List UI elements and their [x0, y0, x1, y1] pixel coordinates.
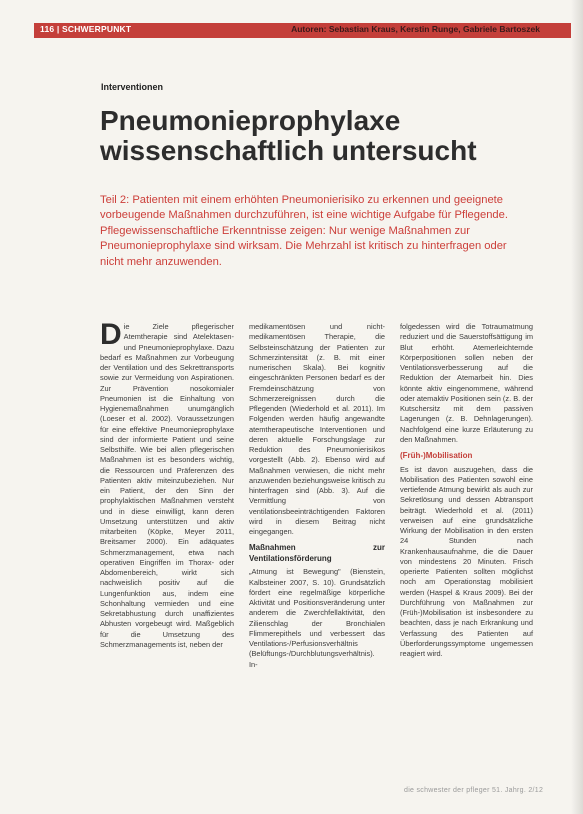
page-edge-shadow: [571, 0, 583, 814]
column-3-body-cont: Es ist davon auszugehen, dass die Mobilisation des Patienten sowohl eine vertiefende Atmung bewirkt als auch zur Sekretlösung und dessen Abtransport beiträgt. Wiederhold et al. (2011) verweisen auf eine grundsätzliche Wirkung der Mobilisation in den ersten 24 Stunden nach Krankenhausaufnahme, die die Dauer von mindestens 20 Minuten. Frisch operierte Patienten sollten möglichst noch am Operationstag mobilisiert werden (Haspel & Kraus 2009). Bei der Durchführung von Maßnahmen zur (Früh-)Mobilisation ist insbesondere zu beachten, dass je nach Erkrankung und Verfassung des Patienten auf Überforderungssymptome ungemessen reagiert wird.: [400, 464, 533, 658]
page-section-label: 116 | SCHWERPUNKT: [40, 24, 132, 34]
authors-line: Autoren: Sebastian Kraus, Kerstin Runge, Gabriele Bartoszek: [291, 24, 540, 34]
section-label: Interventionen: [101, 82, 164, 92]
subheading-mobilisation: (Früh-)Mobilisation: [400, 451, 473, 460]
text-column-3: [400, 322, 533, 659]
column-1-body: ie Ziele pflegerischer Atemtherapie sind Atelektasen- und Pneumonieprophylaxe. Dazu bedarf es Maßnahmen zur Vorbeugung der Ventilation und des Sekrettransports sowie zur Vermeidung von Aspirationen. Zur Prävention nosokomialer Pneumonien ist die Einhaltung von Hygienemaßnahmen unumgänglich (Loeser et al. 2002). Voraussetzungen für eine effektive Pneumonieprophylaxe sind der informierte Patient und seine Selbsthilfe. Wie bei allen pflegerischen Maßnahmen ist es besonders wichtig, die Ressourcen und Präferenzen des Patienten aktiv miteinzubeziehen. Nur ein Patient, der den Sinn der prophylaktischen Maßnahmen versteht und in diese einwilligt, kann deren Umsetzung unterstützen und aktiv mitarbeiten (Köpke, Meyer 2011, Breitsamer 2000). Ein adäquates Schmerzmanagement, etwa nach operativen Eingriffen im Thorax- oder Abdomenbereich, wirkt sich nachweislich positiv auf die Lungenfunktion aus, indem eine Schonhaltung vermieden und eine Sekretabhustung durch unaffizientes Abhusten vorgebeugt wird. Maßgeblich für die Umsetzung des Schmerzmanagements ist, neben der: [100, 322, 234, 649]
column-2-body: medikamentösen und nicht-medikamentösen Therapie, die Selbsteinschätzung der Patienten zur Schmerzintensität (z. B. mit einer numerischen Skala). Bei kognitiv eingeschränkten Personen bedarf es der Fremdeinschätzung von Schmerzereignissen durch die Pflegenden (Wiederhold et al. 2011). Im Folgenden werden häufig angewandte atemtherapeutische Interventionen und deren aktuelle Forschungslage zur Reduktion des Pneumonierisikos vorgestellt (Abb. 2). Ebenso wird auf Maßnahmen verwiesen, die nicht mehr anzuwenden beziehungsweise kritisch zu hinterfragen sind (Abb. 3). Auf die Vermittlung von ventilationsbeeinträchtigenden Faktoren wird in diesem Beitrag nicht eingegangen.: [249, 322, 385, 536]
page-footer: die schwester der pfleger 51. Jahrg. 2/12: [404, 787, 544, 794]
header-bar: [34, 23, 576, 38]
article-lead: Teil 2: Patienten mit einem erhöhten Pneumonierisiko zu erkennen und geeignete vorbeugende Maßnahmen durchzuführen, ist eine wichtige Aufgabe für Pflegende. Pflegewissenschaftliche Erkenntnisse zeigen: Nur wenige Maßnahmen zur Pneumonieprophylaxe sind wirksam. Die Mehrzahl ist kritisch zu hinterfragen oder nicht mehr anzuwenden.: [100, 194, 508, 268]
drop-cap: D: [100, 318, 122, 351]
text-column-2: [249, 322, 385, 670]
article-title: Pneumonieprophylaxe wissenschaftlich untersucht: [100, 105, 477, 166]
text-column-1: [100, 318, 234, 650]
subheading-ventilation: Maßnahmen zur Ventilationsförderung: [249, 543, 385, 563]
column-3-body: folgedessen wird die Totraumatmung reduziert und die Sauerstoffsättigung im Blut erhöht. Atemerleichternde Körperpositionen sollen neben der Ventilationsverbesserung auf die Reduktion der Atemarbeit hin. Dies könnte aktiv eingenommene, während oder atemaktiv Positionen sein (z. B. der Kutschersitz mit dem passiven Lagerungen (z. B. Dehnlagerungen). Nachfolgend eine kurze Erläuterung zu den Maßnahmen.: [400, 322, 533, 444]
column-2-body-cont: „Atmung ist Bewegung" (Bienstein, Kalbsteiner 2007, S. 10). Grundsätzlich fördert eine regelmäßige körperliche Aktivität und Positionsveränderung unter anderem die Zwerchfellaktivität, den Zilienschlag der Bronchialen Flimmerepithels und verbessert das Ventilations-/Perfusionsverhältnis (Belüftungs-/Durchblutungsverhältnis). In-: [249, 567, 385, 669]
